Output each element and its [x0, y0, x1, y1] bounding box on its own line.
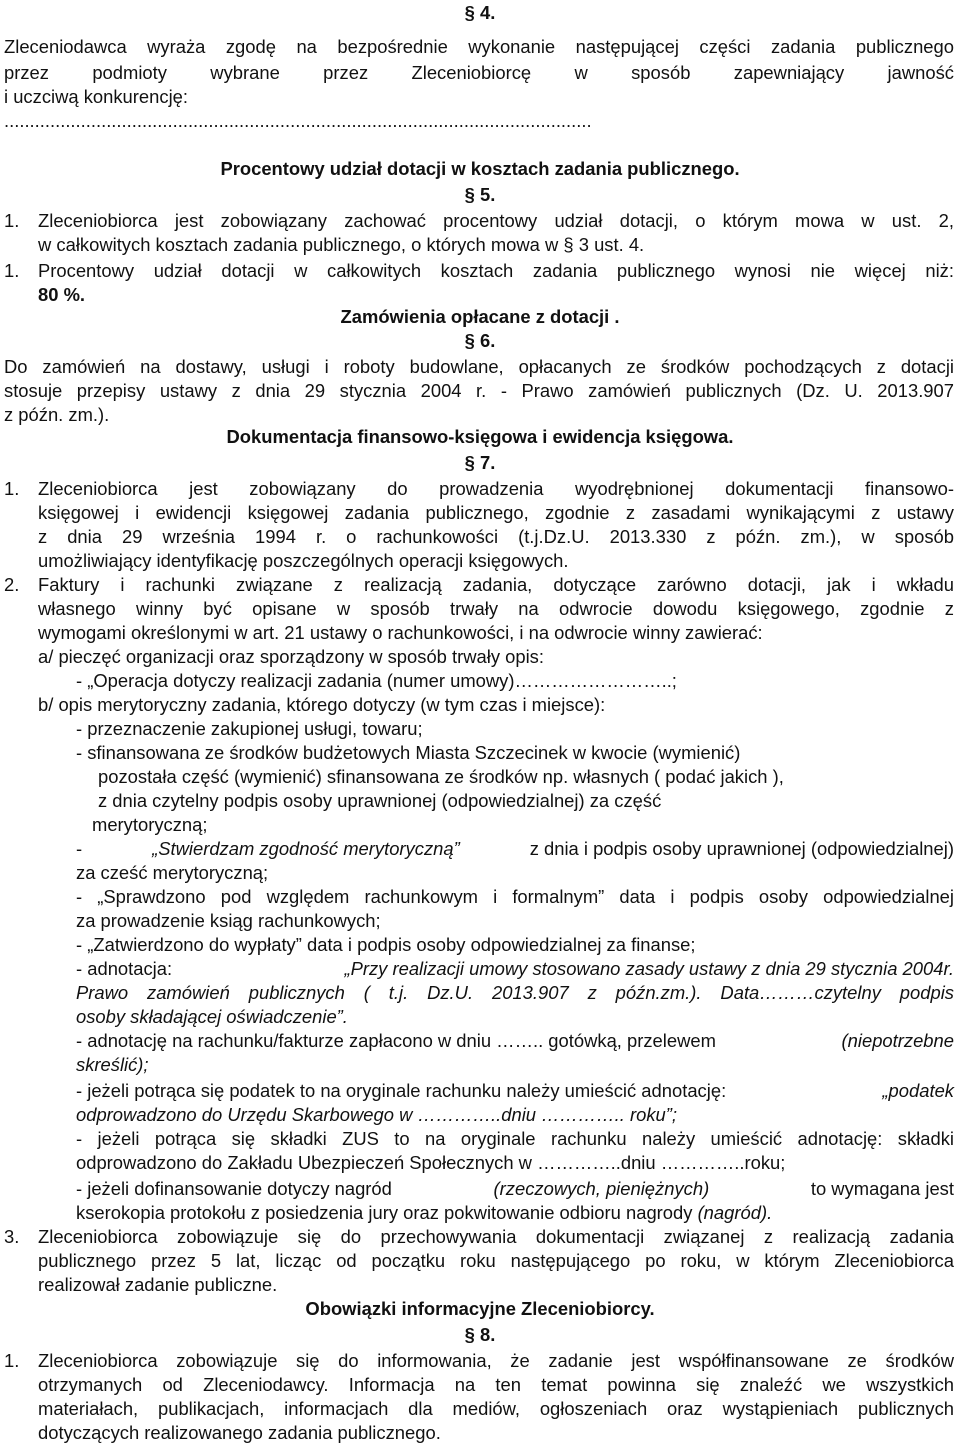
s7-item-d2: za prowadzenie ksiąg rachunkowych;	[76, 910, 381, 931]
s7-p1-line-2: księgowej i ewidencji księgowej zadania publicznego, zgodnie z zasadami wynikającymi z ustawy	[38, 502, 954, 523]
s6-line-2: stosuje przepisy ustawy z dnia 29 stycznia 2004 r. - Prawo zamówień publicznych (Dz. U. 2013.907	[4, 380, 954, 401]
s7-item-m2	[76, 1202, 772, 1224]
s7-item-f2: Prawo zamówień publicznych ( t.j. Dz.U. 2013.907 z późn.zm.). Data………czytelny podpis	[76, 982, 954, 1003]
s7-item-g1	[76, 1030, 954, 1052]
s7-item-f1-label: - adnotacja:	[76, 958, 173, 979]
s7-item-g1-italic: (niepotrzebne	[841, 1030, 954, 1051]
section-7-heading: § 7.	[464, 452, 496, 473]
s8-p1-line-2: otrzymanych od Zleceniodawcy. Informacja na ten temat powinna się znaleźć we wszystkich	[38, 1374, 954, 1395]
s7-item-m1-rest: to wymagana jest	[810, 1178, 954, 1199]
s5-p2-number: 1.	[4, 260, 20, 281]
s7-item-h1	[76, 1080, 954, 1102]
s7-item-h1-text: - jeżeli potrąca się podatek to na oryginale rachunku należy umieścić adnotację:	[76, 1080, 727, 1101]
section-7-title: Dokumentacja finansowo-księgowa i ewidencja księgowa.	[226, 426, 734, 447]
s7-item-a: a/ pieczęć organizacji oraz sporządzony w sposób trwały opis:	[38, 646, 544, 667]
s8-p1-line-3: materiałach, publikacjach, informacjach dla mediów, ogłoszeniach oraz wystąpieniach publicznych	[38, 1398, 954, 1419]
s7-item-g1-text: - adnotację na rachunku/fakturze zapłacono w dniu …….. gotówką, przelewem	[76, 1030, 716, 1051]
s5-p1-line-2: w całkowitych kosztach zadania publicznego, o których mowa w § 3 ust. 4.	[38, 234, 645, 255]
s8-p1-line-1: Zleceniobiorca zobowiązuje się do informowania, że zadanie jest współfinansowane ze środków	[38, 1350, 954, 1371]
s7-p3-number: 3.	[4, 1226, 20, 1247]
s7-p1-line-4: umożliwiający identyfikację poszczególnych operacji księgowych.	[38, 550, 569, 571]
s7-item-m1-text: - jeżeli dofinansowanie dotyczy nagród	[76, 1178, 392, 1199]
s5-p1-number: 1.	[4, 210, 20, 231]
s7-p2-line-3: wymogami określonymi w art. 21 ustawy o rachunkowości, i na odwrocie winny zawierać:	[38, 622, 763, 643]
s7-item-m1	[76, 1178, 954, 1200]
s7-item-g2: skreślić);	[76, 1054, 149, 1075]
s4-line-2: przez podmioty wybrane przez Zleceniobiorcę w sposób zapewniający jawność	[4, 62, 954, 83]
s7-item-m2-text: kserokopia protokołu z posiedzenia jury oraz pokwitowanie odbioru nagrody	[76, 1202, 698, 1223]
s8-p1-line-4: dotyczących realizowanego zadania publicznego.	[38, 1422, 441, 1443]
s7-item-b3: pozostała część (wymienić) sfinansowana ze środków np. własnych ( podać jakich ),	[98, 766, 784, 787]
s7-item-b4: z dnia czytelny podpis osoby uprawnionej (odpowiedzialnej) za część	[98, 790, 662, 811]
s7-item-c2: za cześć merytoryczną;	[76, 862, 269, 883]
s7-p1-number: 1.	[4, 478, 20, 499]
section-8-heading: § 8.	[464, 1324, 496, 1345]
s4-line-3: i uczciwą konkurencję:	[4, 86, 188, 107]
s7-item-f1-italic: „Przy realizacji umowy stosowano zasady ustawy z dnia 29 stycznia 2004r.	[344, 958, 954, 979]
s7-item-m2-italic: (nagród).	[697, 1202, 773, 1223]
s8-p1-number: 1.	[4, 1350, 20, 1371]
s7-item-m1-italic: (rzeczowych, pieniężnych)	[493, 1178, 710, 1199]
s7-item-c1-rest: z dnia i podpis osoby uprawnionej (odpowiedzialnej)	[529, 838, 954, 859]
s7-item-d1: - „Sprawdzono pod względem rachunkowym i formalnym” data i podpis osoby odpowiedzialnej	[76, 886, 954, 907]
section-6-title: Zamówienia opłacane z dotacji .	[340, 306, 620, 327]
s7-item-f3: osoby składającej oświadczenie”.	[76, 1006, 348, 1027]
s7-item-k1: - jeżeli potrąca się składki ZUS to na oryginale rachunku należy umieścić adnotację: składki	[76, 1128, 954, 1149]
s5-p2-line-2: 80 %.	[38, 284, 86, 305]
s6-line-1: Do zamówień na dostawy, usługi i roboty budowlane, opłacanych ze środków pochodzących z dotacji	[4, 356, 954, 377]
s7-item-a1: - „Operacja dotyczy realizacji zadania (numer umowy)……………………..;	[76, 670, 677, 691]
s7-p2-number: 2.	[4, 574, 20, 595]
s7-item-c1-italic: „Stwierdzam zgodność merytoryczną”	[152, 838, 460, 859]
s7-item-c1-dash: -	[76, 838, 83, 859]
s7-p3-line-2: publicznego przez 5 lat, licząc od początku roku następującego po roku, w którym Zleceniobiorca	[38, 1250, 954, 1271]
s7-item-b5: merytoryczną;	[92, 814, 208, 835]
s7-p2-line-1: Faktury i rachunki związane z realizacją zadania, dotyczące zarówno dotacji, jak i wkładu	[38, 574, 954, 595]
section-6-heading: § 6.	[464, 330, 496, 351]
s7-item-b1: - przeznaczenie zakupionej usługi, towaru;	[76, 718, 423, 739]
s6-line-3: z późn. zm.).	[4, 404, 110, 425]
s5-p1-line-1: Zleceniobiorca jest zobowiązany zachować procentowy udział dotacji, o którym mowa w ust. 2,	[38, 210, 954, 231]
s7-p1-line-3: z dnia 29 września 1994 r. o rachunkowości (t.j.Dz.U. 2013.330 z późn. zm.), w sposób	[38, 526, 954, 547]
s7-item-b2: - sfinansowana ze środków budżetowych Miasta Szczecinek w kwocie (wymienić)	[76, 742, 741, 763]
s7-item-b: b/ opis merytoryczny zadania, którego dotyczy (w tym czas i miejsce):	[38, 694, 606, 715]
section-8-title: Obowiązki informacyjne Zleceniobiorcy.	[305, 1298, 655, 1319]
s4-dotted-line: ...................................................................................................................	[4, 110, 592, 131]
s7-item-h2: odprowadzono do Urzędu Skarbowego w …………..dniu ………….. roku”;	[76, 1104, 678, 1125]
s7-p1-line-1: Zleceniobiorca jest zobowiązany do prowadzenia wyodrębnionej dokumentacji finansowo-	[38, 478, 954, 499]
section-4-heading: § 4.	[464, 2, 496, 23]
section-5-title: Procentowy udział dotacji w kosztach zadania publicznego.	[220, 158, 740, 179]
section-5-heading: § 5.	[464, 184, 496, 205]
s5-p2-line-1: Procentowy udział dotacji w całkowitych kosztach zadania publicznego wynosi nie więcej niż:	[38, 260, 954, 281]
s7-p3-line-3: realizował zadanie publiczne.	[38, 1274, 278, 1295]
s7-p2-line-2: własnego winny być opisane w sposób trwały na odwrocie dowodu księgowego, zgodnie z	[38, 598, 954, 619]
s7-item-c1	[76, 838, 954, 860]
s7-item-f1	[76, 958, 954, 980]
s7-p3-line-1: Zleceniobiorca zobowiązuje się do przechowywania dokumentacji związanej z realizacją zadania	[38, 1226, 954, 1247]
s7-item-k2: odprowadzono do Zakładu Ubezpieczeń Społecznych w …………..dniu …………..roku;	[76, 1152, 786, 1173]
s7-item-h1-italic: „podatek	[882, 1080, 954, 1101]
s4-line-1: Zleceniodawca wyraża zgodę na bezpośrednie wykonanie następującej części zadania publicznego	[4, 36, 954, 57]
s7-item-e1: - „Zatwierdzono do wypłaty” data i podpis osoby odpowiedzialnej za finanse;	[76, 934, 696, 955]
